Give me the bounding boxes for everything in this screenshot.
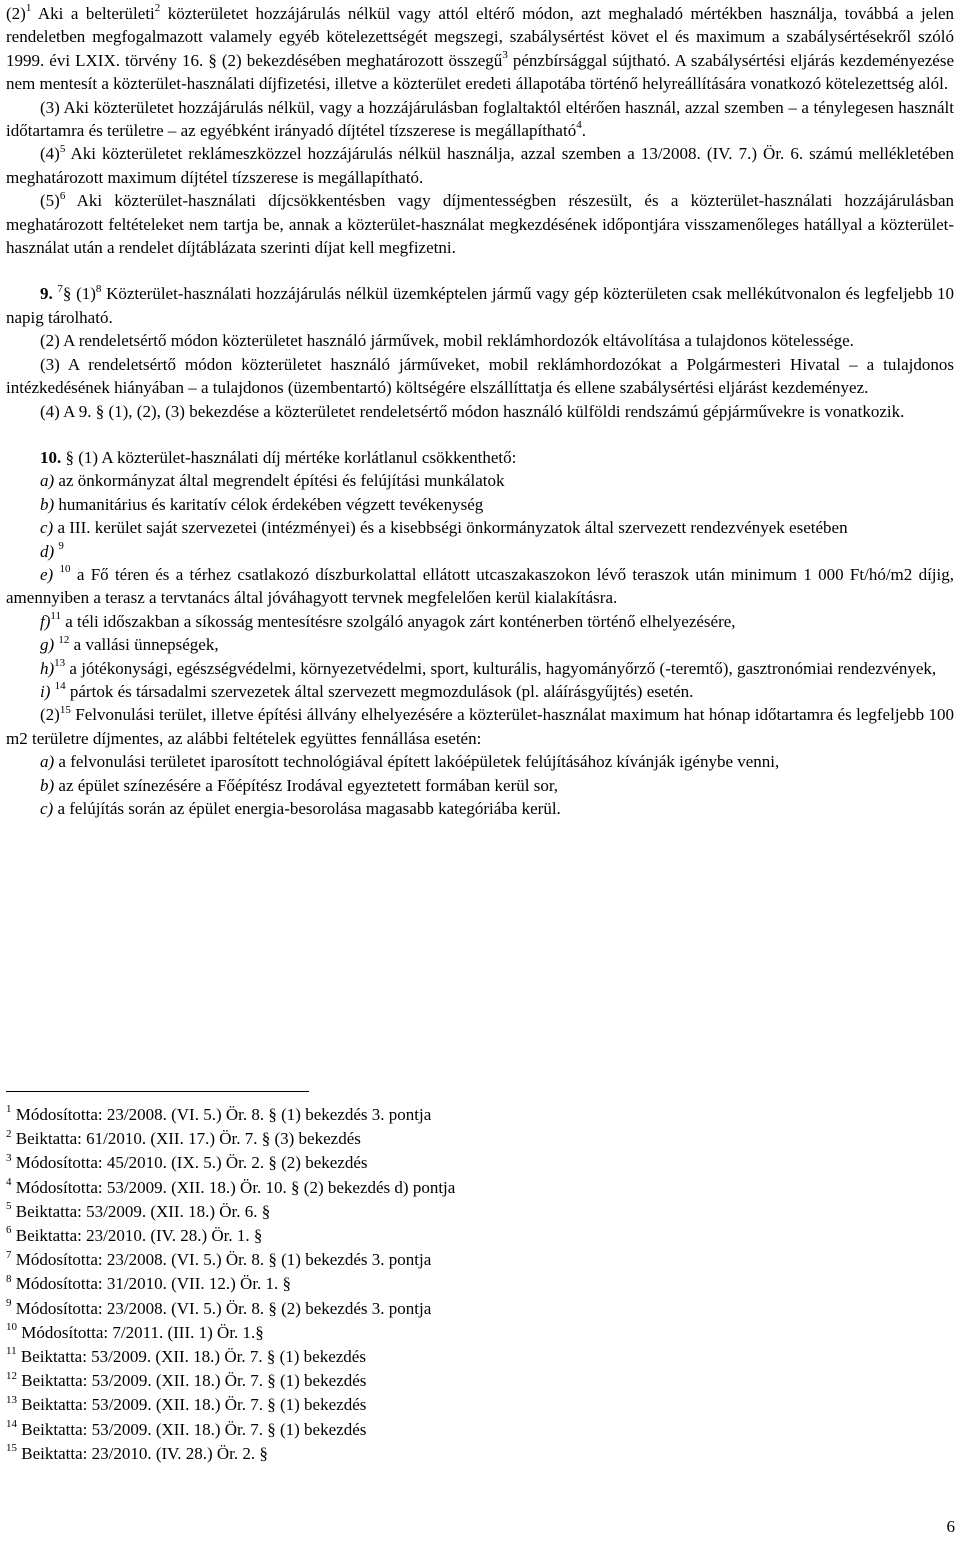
footnote-text: Beiktatta: 23/2010. (IV. 28.) Ör. 2. § [17, 1443, 268, 1463]
footnote-number: 7 [6, 1248, 12, 1261]
footnote [6, 1103, 946, 1127]
footnote-ref: 6 [59, 189, 66, 202]
footnote-text: Módosította: 23/2008. (VI. 5.) Ör. 8. § (1) bekezdés 3. pontja [11, 1250, 432, 1270]
footnote-ref: 10 [59, 563, 71, 576]
footnote-text: Módosította: 45/2010. (IX. 5.) Ör. 2. § (2) bekezdés [11, 1153, 368, 1173]
footnote [6, 1248, 946, 1272]
footnote-text: Beiktatta: 53/2009. (XII. 18.) Ör. 7. § (1) bekezdés [17, 1395, 367, 1415]
footnote [6, 1127, 946, 1151]
footnote-number: 14 [6, 1417, 17, 1430]
footnote-number: 9 [6, 1296, 12, 1309]
spacer [6, 423, 954, 446]
footnote-ref: 13 [54, 656, 66, 669]
footnote-ref: 5 [59, 142, 66, 155]
footnote-number: 13 [6, 1393, 17, 1406]
list-item: a) az önkormányzat által megrendelt építési és felújítási munkálatok [40, 471, 505, 491]
footnote-number: 4 [6, 1175, 12, 1188]
list-item: b) humanitárius és karitatív célok érdekében végzett tevékenység [40, 494, 484, 514]
paragraph-2-penalty: $(2)^1$ Aki a belterületi$^2$ közterületet hozzájárulás nélkül vagy attól eltérő módon, azt meghaladó mértékben használja, továbbá a jelen rendeletben megfogalmazott valamely egyéb kötelezettségét megszegi, szabálysértést követ el és maximum a szabálysértésekről szóló 1999. évi LXIX. törvény 16. § (2) bekezdésében meghatározott összegű$^3$ pénzbírsággal sújtható. A szabálysértési eljárás kezdeményezése nem mentesít a közterület-használati díjfizetési, illetve a közterület eredeti állapotába történő helyreállítására vonatkozó kötelezettség alól. [6, 2, 954, 94]
footnote-number: 1 [6, 1103, 12, 1116]
section-number: 10. [40, 447, 62, 467]
footnote-ref: 15 [59, 703, 71, 716]
footnote-ref: 1 [25, 2, 32, 15]
list-item: b) az épület színezésére a Főépítész Irodával egyeztetett formában kerül sor, [40, 775, 559, 795]
footnote-text: Beiktatta: 53/2009. (XII. 18.) Ör. 7. § (1) bekezdés [16, 1347, 366, 1367]
footnote-number: 5 [6, 1200, 12, 1213]
main-body [6, 2, 954, 820]
section-9-paragraph-4: (4) A 9. § (1), (2), (3) bekezdése a közterületet rendeletsértő módon használó külföldi rendszámú gépjárművekre is vonatkozik. [40, 401, 905, 421]
footnote [6, 1272, 946, 1296]
footnote-ref: 9 [58, 539, 64, 552]
footnote-ref: 7 [57, 282, 63, 295]
footnote [6, 1321, 946, 1345]
list-item: i) $^{14}$ pártok és társadalmi szervezetek által szervezett megmozdulások (pl. aláírásgyűjtés) esetén. [40, 680, 694, 701]
footnote-number: 12 [6, 1369, 17, 1382]
list-item: e) $^{10}$ a Fő téren és a térhez csatlakozó díszburkolattal ellátott utcaszakaszokon lévő teraszok után minimum 1 000 Ft/hó/m2 díjig, amennyiben a terasz a tervtanács által jóváhagyott tervnek megfelelően kerül kialakításra. [6, 563, 955, 608]
footnote-number: 2 [6, 1127, 12, 1140]
footnote-ref: 4 [576, 119, 582, 132]
section-10-paragraph-1: 10. § (1) A közterület-használati díj mértéke korlátlanul csökkenthető: [40, 447, 517, 467]
section-9-paragraph-1: 9. $^7$§ $(1)^8$ Közterület-használati hozzájárulás nélkül üzemképtelen jármű vagy gép közterületen csak mellékútvonalon és legfeljebb 10 napig tárolható. [6, 282, 955, 327]
footnote-number: 10 [6, 1321, 17, 1334]
list-item: d) $^9$ [40, 539, 64, 561]
footnote-number: 15 [6, 1442, 17, 1455]
footnote-ref: 8 [95, 282, 102, 295]
paragraph-5: $(5)^6$ Aki közterület-használati díjcsökkentésben vagy díjmentességben részesült, és a közterület-használati hozzájárulásban meghatározott feltételeket nem tartja be, annak a közterület-használat megkezdésének időpontjára visszamenőleges hatállyal a közterület-használat után a rendelet díjtáblázata szerinti díjat kell megfizetni. [6, 189, 954, 258]
list-item: h)$^{13}$ a jótékonysági, egészségvédelmi, környezetvédelmi, sport, kulturális, hagyományőrző (-teremtő), gasztronómiai rendezvények, [40, 656, 937, 678]
footnote-text: Módosította: 31/2010. (VII. 12.) Ör. 1. § [11, 1274, 292, 1294]
list-item: c) a felújítás során az épület energia-besorolása magasabb kategóriába kerül. [40, 799, 561, 818]
paragraph-3: (3) Aki közterületet hozzájárulás nélkül, vagy a hozzájárulásban foglaltaktól eltérően használ, azzal szemben – a ténylegesen használt időtartamra és területre – az egyébként irányadó díjtétel tízszerese is megállapítható$^4$. [6, 97, 954, 141]
footnote [6, 1297, 946, 1321]
section-number: 9. [40, 284, 53, 304]
list-item: g) $^{12}$ a vallási ünnepségek, [40, 633, 219, 655]
footnote-text: Beiktatta: 53/2009. (XII. 18.) Ör. 7. § (1) bekezdés [17, 1371, 367, 1391]
footnote-ref: 3 [502, 49, 508, 62]
section-10-paragraph-2: $(2)^{15}$ Felvonulási terület, illetve építési állvány elhelyezésére a közterület-használat maximum hat hónap időtartamra és legfeljebb 100 m2 területre díjmentes, az alábbi feltételek együttes fennállása esetén: [6, 703, 954, 748]
footnote [6, 1176, 946, 1200]
page-number: 6 [946, 1517, 955, 1536]
footnote-list [6, 1103, 946, 1466]
footnote-ref: 14 [54, 680, 66, 693]
footnote-ref: 11 [50, 610, 61, 623]
footnote-ref: 2 [154, 2, 161, 15]
footnote [6, 1200, 946, 1224]
footnote-number: 3 [6, 1151, 12, 1164]
list-item: a) a felvonulási területet iparosított technológiával épített lakóépületek felújításához kívánják igénybe venni, [40, 752, 780, 772]
footnote-text: Módosította: 23/2008. (VI. 5.) Ör. 8. § (2) bekezdés 3. pontja [11, 1298, 432, 1318]
footnote [6, 1345, 946, 1369]
footnote-text: Módosította: 23/2008. (VI. 5.) Ör. 8. § (1) bekezdés 3. pontja [11, 1105, 432, 1124]
section-9-paragraph-3: (3) A rendeletsértő módon közterületet használó járműveket, mobil reklámhordozókat a Polgármesteri Hivatal – a tulajdonos intézkedésének hiányában – a tulajdonos (üzembentartó) költségére elszállíttatja és ellene szabálysértési eljárást kezdeményez. [6, 354, 954, 398]
footnote [6, 1418, 946, 1442]
footnote [6, 1442, 946, 1466]
footnote-text: Beiktatta: 53/2009. (XII. 18.) Ör. 7. § (1) bekezdés [17, 1419, 367, 1439]
footnote-ref: 12 [58, 633, 70, 646]
footnote [6, 1151, 946, 1175]
footnote [6, 1369, 946, 1393]
footnote-text: Beiktatta: 23/2010. (IV. 28.) Ör. 1. § [11, 1226, 263, 1246]
footnote-number: 11 [6, 1345, 17, 1358]
section-9-paragraph-2: (2) A rendeletsértő módon közterületet használó járművek, mobil reklámhordozók eltávolítása a tulajdonos kötelessége. [40, 331, 854, 351]
footnote-text: Módosította: 53/2009. (XII. 18.) Ör. 10. § (2) bekezdés d) pontja [11, 1177, 456, 1197]
spacer [6, 259, 954, 282]
footnotes [6, 1091, 946, 1466]
footnote-number: 8 [6, 1272, 12, 1285]
footnote [6, 1224, 946, 1248]
footnote-number: 6 [6, 1224, 12, 1237]
footnote-text: Módosította: 7/2011. (III. 1) Ör. 1.§ [17, 1322, 264, 1342]
footnote [6, 1393, 946, 1417]
list-item: f)$^{11}$ a téli időszakban a síkosság mentesítésre szolgáló anyagok zárt konténerben történő elhelyezésére, [40, 610, 736, 631]
list-item: c) a III. kerület saját szervezetei (intézményei) és a kisebbségi önkormányzatok által szervezett rendezvények esetében [40, 518, 848, 538]
paragraph-4: $(4)^5$ Aki közterületet reklámeszközzel hozzájárulás nélkül használja, azzal szemben a 13/2008. (IV. 7.) Ör. 6. számú mellékletében meghatározott maximum díjtétel tízszerese is megállapítható. [6, 142, 954, 187]
footnote-divider [6, 1091, 309, 1092]
footnote-text: Beiktatta: 61/2010. (XII. 17.) Ör. 7. § (3) bekezdés [11, 1129, 361, 1149]
footnote-text: Beiktatta: 53/2009. (XII. 18.) Ör. 6. § [11, 1201, 271, 1221]
